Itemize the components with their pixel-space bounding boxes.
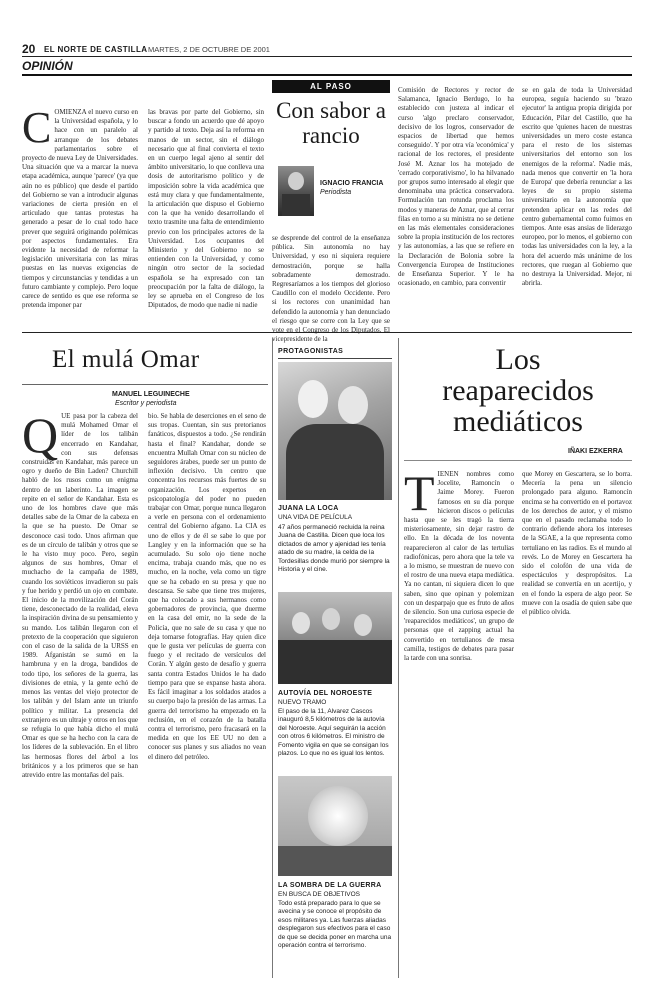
- column-kicker: AL PASO: [272, 80, 390, 93]
- left-col1-text: UE pasa por la cabeza del mulá Mohamed Omar el líder de los talibán encerrado en Kandahar, con sus defensas construidas en Kandahar, más parece un ogro y dueño de Bin Laden? Churchill habló de los rusos como un enigma dentro de un laberinto. La imagen se repite en el señor de Kandahar. Esta es uno de los hombres clave que más detalles sabe de la Omar de la cabeza en la que se ha puesto. De Omar se desconoce casi todo. Unos afirman que es de un círculo de talibán y otros que se le ha visto muy poco. Pero, según algunos de sus hombres, Omar el muchacho de la campaña de 1989, cuando los soviéticos invadieron su país y fue herido y perdió un ojo en combate. El inicio de la movilización del Corán tiene, desconectado de la realidad, eleva la inspiración divina de su pensamiento y su mando. Los talibán llegaron con el pretexto de la cooperación que siguieron con el caso de la salida de la URSS en 1989. Afganistán se sumó en la hambruna y en la droga, bandidos de todo tipo, los señores de la guerra, las divisiones de etnia, y la gente echó de menos las ventas del viejo protector de los talibán y del Islam ante un triunfo político y militar. La presencia del extranjero es un ultraje y otros en los que se refugia lo que había dicho el mulá Omar es que se ha hecho con la cara de los líderes de la sublevación. En el libro las hermosas flores del árbol a los británicos y a los primeros que se han atrevido entre las montañas del país.: [22, 412, 138, 779]
- column-col2-text: las bravas por parte del Gobierno, sin buscar a fondo un acuerdo que dé apoyo y partido al texto. Deja así la reforma en manos de un sector, sin el diálogo necesario que al final convierta el texto en un cuerpo legal ajeno al sentir del ámbito universitario, lo que conlleva una dosis de autoritarismo político y de imposición sobre la vida académica que está muy clara y que fundamentalmente, la articulación que dispuso el Gobierno con la que ha venido desarrollando el texto trasmite una falta de entendimiento previo con los principales actores de la Universidad. Los ocupantes del Ministerio y del Gobierno no se entienden con la Universidad, y como ningún otro sector de la sociedad española se ha expresado con tan preocupación por la falta de diálogo, la ley se aprueba en el Congreso de los Diputados, de modo que nadie ni nadie: [148, 108, 264, 310]
- column-top-col1: [22, 103, 138, 326]
- right-author-name: IÑAKI EZKERRA: [568, 448, 623, 455]
- protagonistas-label: PROTAGONISTAS: [278, 348, 344, 355]
- right-author-rule: [404, 460, 632, 461]
- column-top-col4: [398, 86, 514, 326]
- left-author-role: Escritor y periodista: [115, 400, 177, 407]
- right-title-line-2: reaparecidos: [442, 374, 594, 407]
- protagonistas-rule: [278, 358, 392, 359]
- left-article-title: El mulá Omar: [52, 346, 200, 373]
- column-title-box: [272, 80, 390, 230]
- column-col1-text: OMIENZA el nuevo curso en la Universidad española, y lo hace con un paralelo al arranque de los debates parlamentarios sobre el proyecto de nueva Ley de Universidades. Una situación que va a marcar la nueva etapa académica, aunque 'parece' (ya que aún no es público) que desde el partido del Gobierno se van a introducir algunas variaciones de cierta presión en el articulado que tantas protestas ha generado a pesar de lo cual todo hace prever que seguirá originando polémicas por aspectos fundamentales. Era evidente la necesidad de reformar la legislación universitaria con las miras puestas en las nuevas exigencias de tiempos y circunstancias y tendidas a un futuro cambiante y complejo. Pero loque carece de sentido es que ese reforma se pretenda imponer par: [22, 108, 138, 310]
- section-title: OPINIÓN: [22, 59, 73, 73]
- column-top-col2: [148, 108, 264, 326]
- protagonista-3-sub: EN BUSCA DE OBJETIVOS: [278, 891, 360, 898]
- photo-autovia-noroeste: [278, 592, 392, 684]
- photo-juana-la-loca: [278, 362, 392, 500]
- paper-name: EL NORTE DE CASTILLA: [44, 45, 148, 54]
- top-section-rule: [22, 332, 632, 333]
- right-col1-text: IENEN nombres como Jocelite, Ramoncín o Jaime Morey. Fueron famosos en su día porque hicieron discos o películas hasta que se les tragó la tierra misteriosamente, sin dejar rastro de ello. En la década de los noventa reaparecieron al calor de las tertulias radiofónicas, pero ahora que la tele va a lo mismo, se muestran de nuevo con el rostro de una nueva etapa mediática. Ya no cantan, ni siquiera dicen lo que saben, sino que opinan y polemizan con un desparpajo que es fruto de años de silencio. Son una curiosa especie de 'reaparecidos mediáticos', un grupo de personas que el zapping actual ha convertido en tertulianos de mesa camilla, testigos de debates para pasar la tarde con una sonrisa.: [404, 470, 514, 663]
- left-col2-text: bio. Se habla de deserciones en el seno de sus tropas. Cuentan, sin sus pretorianos fanáticos, dispuestos a todo. ¿Se rendirán hasta el final? Kandahar, donde se encuentra Mullah Omar con su núcleo de seguidores árabes, puede ser un punto de inflexión decisivo. Un centro que concentra los recursos más fuertes de su organización. Los expertos en psicopatología del poder no pueden trabajar con Omar, porque nunca llegaron a verle en persona con el ordenamiento central del Gobierno afgano. La CIA es uno de ellos y de él se sabe lo que por Langley y en la información que se ha acumulado. Su solo ojo tiene noche encima, trabaja cuando más, que no es mucho, en la noche, vela como un tigre que se ha cebado en su presa y que no descansa. Se sabe que tiene tres mujeres, que ha colocado a sus hermanos como gobernadores de provincia, que duerme en la casa del emir, no la sede de la Policía, que no sale de su casa y que no deja tomarse fotografías. Hay quien dice que le gusta ver películas de guerra con fuego y el recitado de versículos del Corán. Y algún gesto de desafío y guerra santa contra Estados Unidos le ha dado tiempo para que se expanse hasta ahora. Es fácil imaginar a los soldados atados a su cuerpo bajo la presión de las armas. La guerra del terrorismo ha empezado en la reclusión, en el corazón de la batalla contra el terrorismo, pero fracasará en la medida en que los EE UU no den a conocer sus planes y sus aliados no vean el dinero del petróleo.: [148, 412, 266, 761]
- section-rule: [22, 74, 632, 76]
- author-photo-francia: [278, 166, 314, 216]
- protagonista-3-title: LA SOMBRA DE LA GUERRA: [278, 882, 382, 889]
- protagonista-1-sub: UNA VIDA DE PELÍCULA: [278, 514, 353, 521]
- right-article-col1: [404, 465, 514, 975]
- protagonista-1-body: 47 años permaneció recluida la reina Juana de Castilla. Dicen que loca los dictados de amor y ajenidad les tenía atado de su madre, la celda de la Tordesillas donde murió por siempre la Historia y el cine.: [278, 524, 390, 574]
- protagonista-2-sub: NUEVO TRAMO: [278, 699, 327, 706]
- column-dropcap: C: [22, 103, 52, 152]
- column-col3-text: se desprende del control de la enseñanza pública. Sin autonomía no hay Universidad, y eso ni siquiera requiere demostración, porque se halla sobradamente demostrado. Regresaríamos a los tiempos del glorioso Caudillo con el modelo Occidente. Pero si los rectores con unanimidad han defendido la autonomía y han denunciado el riesgo que se corre con la Ley que se vote en el Congreso de los Diputados. El vicepresidente de la: [272, 234, 390, 344]
- header-rule: [22, 56, 632, 57]
- right-article-col2: [522, 470, 632, 975]
- protagonista-1-title: JUANA LA LOCA: [278, 505, 339, 512]
- right-col2-text: que Morey en Gescartera, se lo borra. Mecería la pena un silencio prolongado para alguno. Ramoncín encima se ha convertido en el portavoz de los derechos de autor, y el mismo que en el pasado reclamaba todo lo contrario defiende ahora los intereses de la SGAE, a la que representa como tertuliano en las radios. Es el mundo al revés. Lo de Morey en Gescartera ha sido el colofón de una vida de espectáculos y despropósitos. La realidad se convertía en un acertijo, y en el fondo la espera de algo peor. Se mueve con la osadía de quien sabe que el público olvida.: [522, 470, 632, 617]
- column-author-name: IGNACIO FRANCIA: [320, 180, 384, 187]
- protagonista-3-body: Todo está preparado para lo que se avecina y se conoce el propósito de esos militares ya. Las fuerzas aliadas desplegaron sus efectivos para el caso de que se decida poner en marcha una operación contra el terrorismo.: [278, 900, 392, 950]
- divider-left: [272, 338, 273, 978]
- left-title-rule: [22, 384, 268, 385]
- right-dropcap: T: [404, 465, 435, 521]
- left-dropcap: Q: [22, 407, 59, 463]
- column-col5-text: se en gala de toda la Universidad europea, seguía haciendo su 'brazo ejecutor' la antigua propia dirigida por Educación, Pilar del Castillo, que ha escrito que 'quienes hacen de nuestras universidades un mero coste estanca para el resto de los sistemas universitarios del entorno son los enemigos de la reforma'. Nadie más, nada menos que convertir en 'la hora de Europa' que debería renunciar a las leyes de su propio sistema universitario en la autonomía que pretenden aplicar en las redes del centro gubernamental como fuimos en tiempos. Ante esas ansias de liderazgo europeo, por lo menos, el gobierno con todas las universidades con la ley, a la hora del acuerdo más unánime de los rectores, que ruegan al Gobierno que no destruya la Universidad. Mejor, ni abrirla.: [522, 86, 632, 288]
- protagonista-2-body: El paso de la 11, Alvarez Cascos inauguró 8,5 kilómetros de la autovía del Noroeste. Aquí seguirán la acción con otros 6 kilómetros. El ministro de Fomento vigila en que se consigan los plazos. Lo que no es igual los lentos.: [278, 708, 389, 758]
- column-top-col5: [522, 86, 632, 326]
- right-title-line-3: mediáticos: [453, 405, 583, 438]
- column-col4-text: Comisión de Rectores y rector de Salamanca, Ignacio Berdugo, lo ha establecido con justeza al indicar el curso 'algo preclaro conservador, decisivo de los logros, conservador de espacios de libertad que hemos conseguido'. Y por otra vía 'económica' y racional de los rectores, el presidente José M. Aznar los ha motejado de 'cerrado corporativismo', lo ha hilvanado por grupos sumo interesado al elegir que denominaba una práctica conservadora. Formulación tan rotunda proclama los modos y maneras de Aznar, que al cerrar filas en torno a su ministra no se detiene en las más elementales consideraciones sobre la propia institución de los rectores y las autonomías, a las que se refiere en la Declaración de Bolonia sobre la Convergencia Europea de Instituciones de Enseñanza Superior. Y le ha ocasionado, en cambio, para conventir: [398, 86, 514, 288]
- photo-missile-launch: [278, 776, 392, 876]
- left-author-name: MANUEL LEGUINECHE: [112, 391, 190, 398]
- page-number: 20: [22, 42, 36, 56]
- column-top-col3: [272, 234, 390, 344]
- protagonista-2-title: AUTOVÍA DEL NOROESTE: [278, 690, 373, 697]
- right-article-title: [404, 344, 632, 437]
- divider-right: [398, 338, 399, 978]
- left-article-col2: [148, 412, 266, 972]
- left-article-col1: [22, 407, 138, 972]
- issue-date: MARTES, 2 DE OCTUBRE DE 2001: [148, 45, 270, 54]
- column-author-role: Periodista: [320, 189, 352, 196]
- column-title: Con sabor a rancio: [276, 98, 386, 148]
- right-title-line-1: Los: [495, 343, 541, 376]
